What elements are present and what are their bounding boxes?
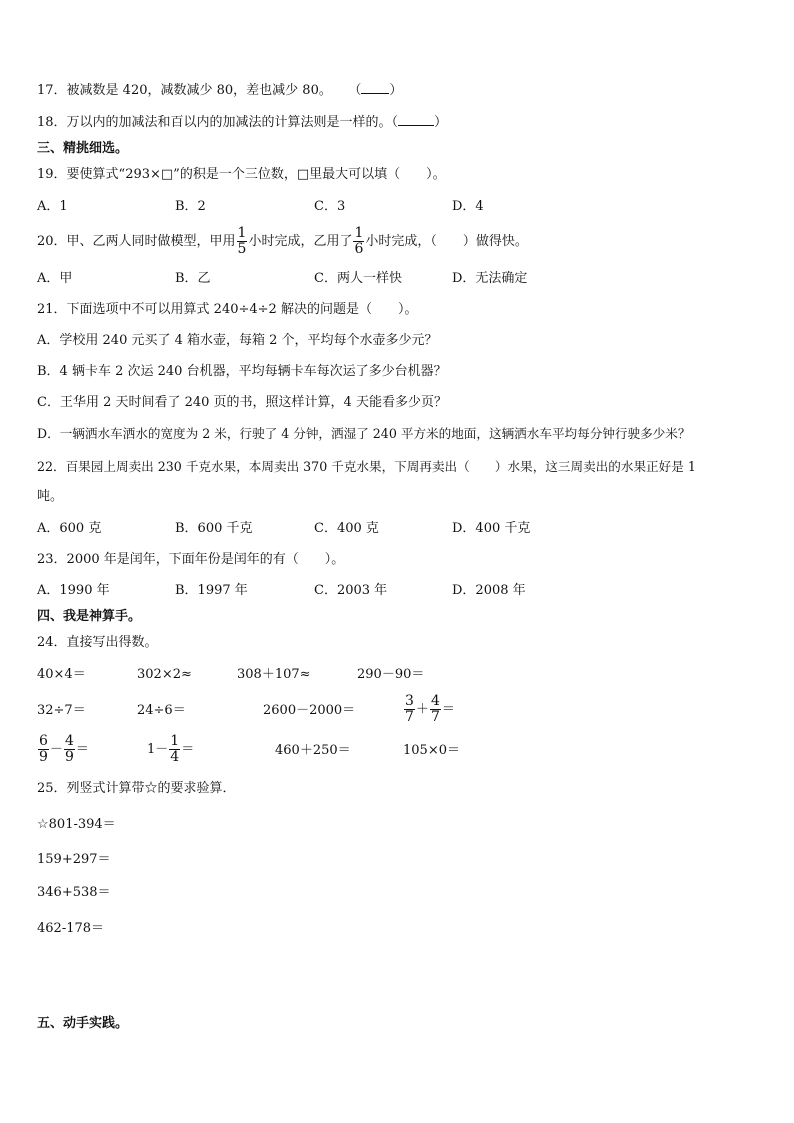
answer-blank[interactable]: [398, 115, 434, 126]
calc-item: 462-178＝: [37, 921, 105, 936]
section-4-heading: 四、我是神算手。: [37, 609, 142, 624]
calc-item-fraction: $\frac{3}{7}$ ＋ $\frac{4}{7}$ ＝: [405, 693, 455, 725]
option-d[interactable]: D．无法确定: [452, 271, 528, 286]
question-17-text: 17．被减数是 420，减数减少 80，差也减少 80。: [37, 83, 332, 98]
question-18: 18．万以内的加减法和百以内的加减法的计算法则是一样的。（ ）: [37, 115, 448, 130]
option-d[interactable]: D．2008 年: [452, 583, 526, 598]
fraction: $\frac{1}{6}$: [354, 225, 364, 257]
option-c[interactable]: C．王华用 2 天时间看了 240 页的书，照这样计算，4 天能看多少页？: [37, 395, 447, 410]
calc-item-fraction: $\frac{6}{9}$ － $\frac{4}{9}$ ＝: [39, 733, 89, 765]
calc-item: 308＋107≈: [237, 667, 311, 682]
option-c[interactable]: C．400 克: [314, 521, 379, 536]
question-19-text: 19．要使算式“293×□”的积是一个三位数，□里最大可以填（ ）。: [37, 167, 446, 182]
question-17: 17．被减数是 420，减数减少 80，差也减少 80。 （ ）: [37, 83, 403, 98]
calc-item: ☆801-394＝: [37, 817, 116, 832]
calc-item: 105×0＝: [403, 743, 460, 758]
option-b[interactable]: B．4 辆卡车 2 次运 240 台机器，平均每辆卡车每次运了多少台机器？: [37, 364, 447, 379]
option-a[interactable]: A．1990 年: [37, 583, 110, 598]
section-3-heading: 三、精挑细选。: [37, 141, 129, 156]
answer-blank[interactable]: [361, 83, 389, 94]
question-22-line1: 22．百果园上周卖出 230 千克水果，本周卖出 370 千克水果，下周再卖出（ ）水果，这三周卖出的水果正好是 1: [37, 459, 696, 474]
option-c[interactable]: C．3: [314, 199, 346, 214]
option-a[interactable]: A．甲: [37, 271, 73, 286]
calc-item: 302×2≈: [137, 667, 192, 682]
option-d[interactable]: D．400 千克: [452, 521, 531, 536]
calc-item: 24÷6＝: [137, 703, 186, 718]
question-24-title: 24．直接写出得数。: [37, 635, 158, 650]
question-23-text: 23．2000 年是闰年，下面年份是闰年的有（ ）。: [37, 552, 345, 567]
option-b[interactable]: B．1997 年: [175, 583, 248, 598]
question-20: 20．甲、乙两人同时做模型，甲用 $\frac{1}{5}$ 小时完成，乙用了 $\frac{1}{6}$ 小时完成，（ ）做得快。: [37, 225, 528, 257]
question-25-title: 25．列竖式计算带☆的要求验算．: [37, 781, 236, 796]
calc-item: 2600－2000＝: [263, 703, 356, 718]
calc-item: 290－90＝: [357, 667, 425, 682]
calc-item: 32÷7＝: [37, 703, 86, 718]
calc-item-fraction: 1－ $\frac{1}{4}$ ＝: [147, 733, 195, 765]
question-21-text: 21．下面选项中不可以用算式 240÷4÷2 解决的问题是（ ）。: [37, 302, 418, 317]
option-b[interactable]: B．2: [175, 199, 206, 214]
calc-item: 460＋250＝: [275, 743, 351, 758]
calc-item: 346+538＝: [37, 885, 111, 900]
option-a[interactable]: A．学校用 240 元买了 4 箱水壶，每箱 2 个，平均每个水壶多少元？: [37, 333, 438, 348]
option-a[interactable]: A．1: [37, 199, 68, 214]
option-d[interactable]: D．一辆洒水车洒水的宽度为 2 米，行驶了 4 分钟，洒湿了 240 平方米的地面，这辆洒水车平均每分钟行驶多少米？: [37, 426, 691, 441]
section-5-heading: 五、动手实践。: [37, 1016, 129, 1031]
option-a[interactable]: A．600 克: [37, 521, 102, 536]
option-c[interactable]: C．两人一样快: [314, 271, 402, 286]
option-b[interactable]: B．乙: [175, 271, 211, 286]
option-c[interactable]: C．2003 年: [314, 583, 388, 598]
calc-item: 40×4＝: [37, 667, 86, 682]
question-18-text: 18．万以内的加减法和百以内的加减法的计算法则是一样的。: [37, 115, 392, 130]
option-b[interactable]: B．600 千克: [175, 521, 253, 536]
option-d[interactable]: D．4: [452, 199, 484, 214]
fraction: $\frac{1}{5}$: [237, 225, 247, 257]
calc-item: 159+297＝: [37, 852, 111, 867]
question-22-line2: 吨。: [37, 489, 64, 504]
